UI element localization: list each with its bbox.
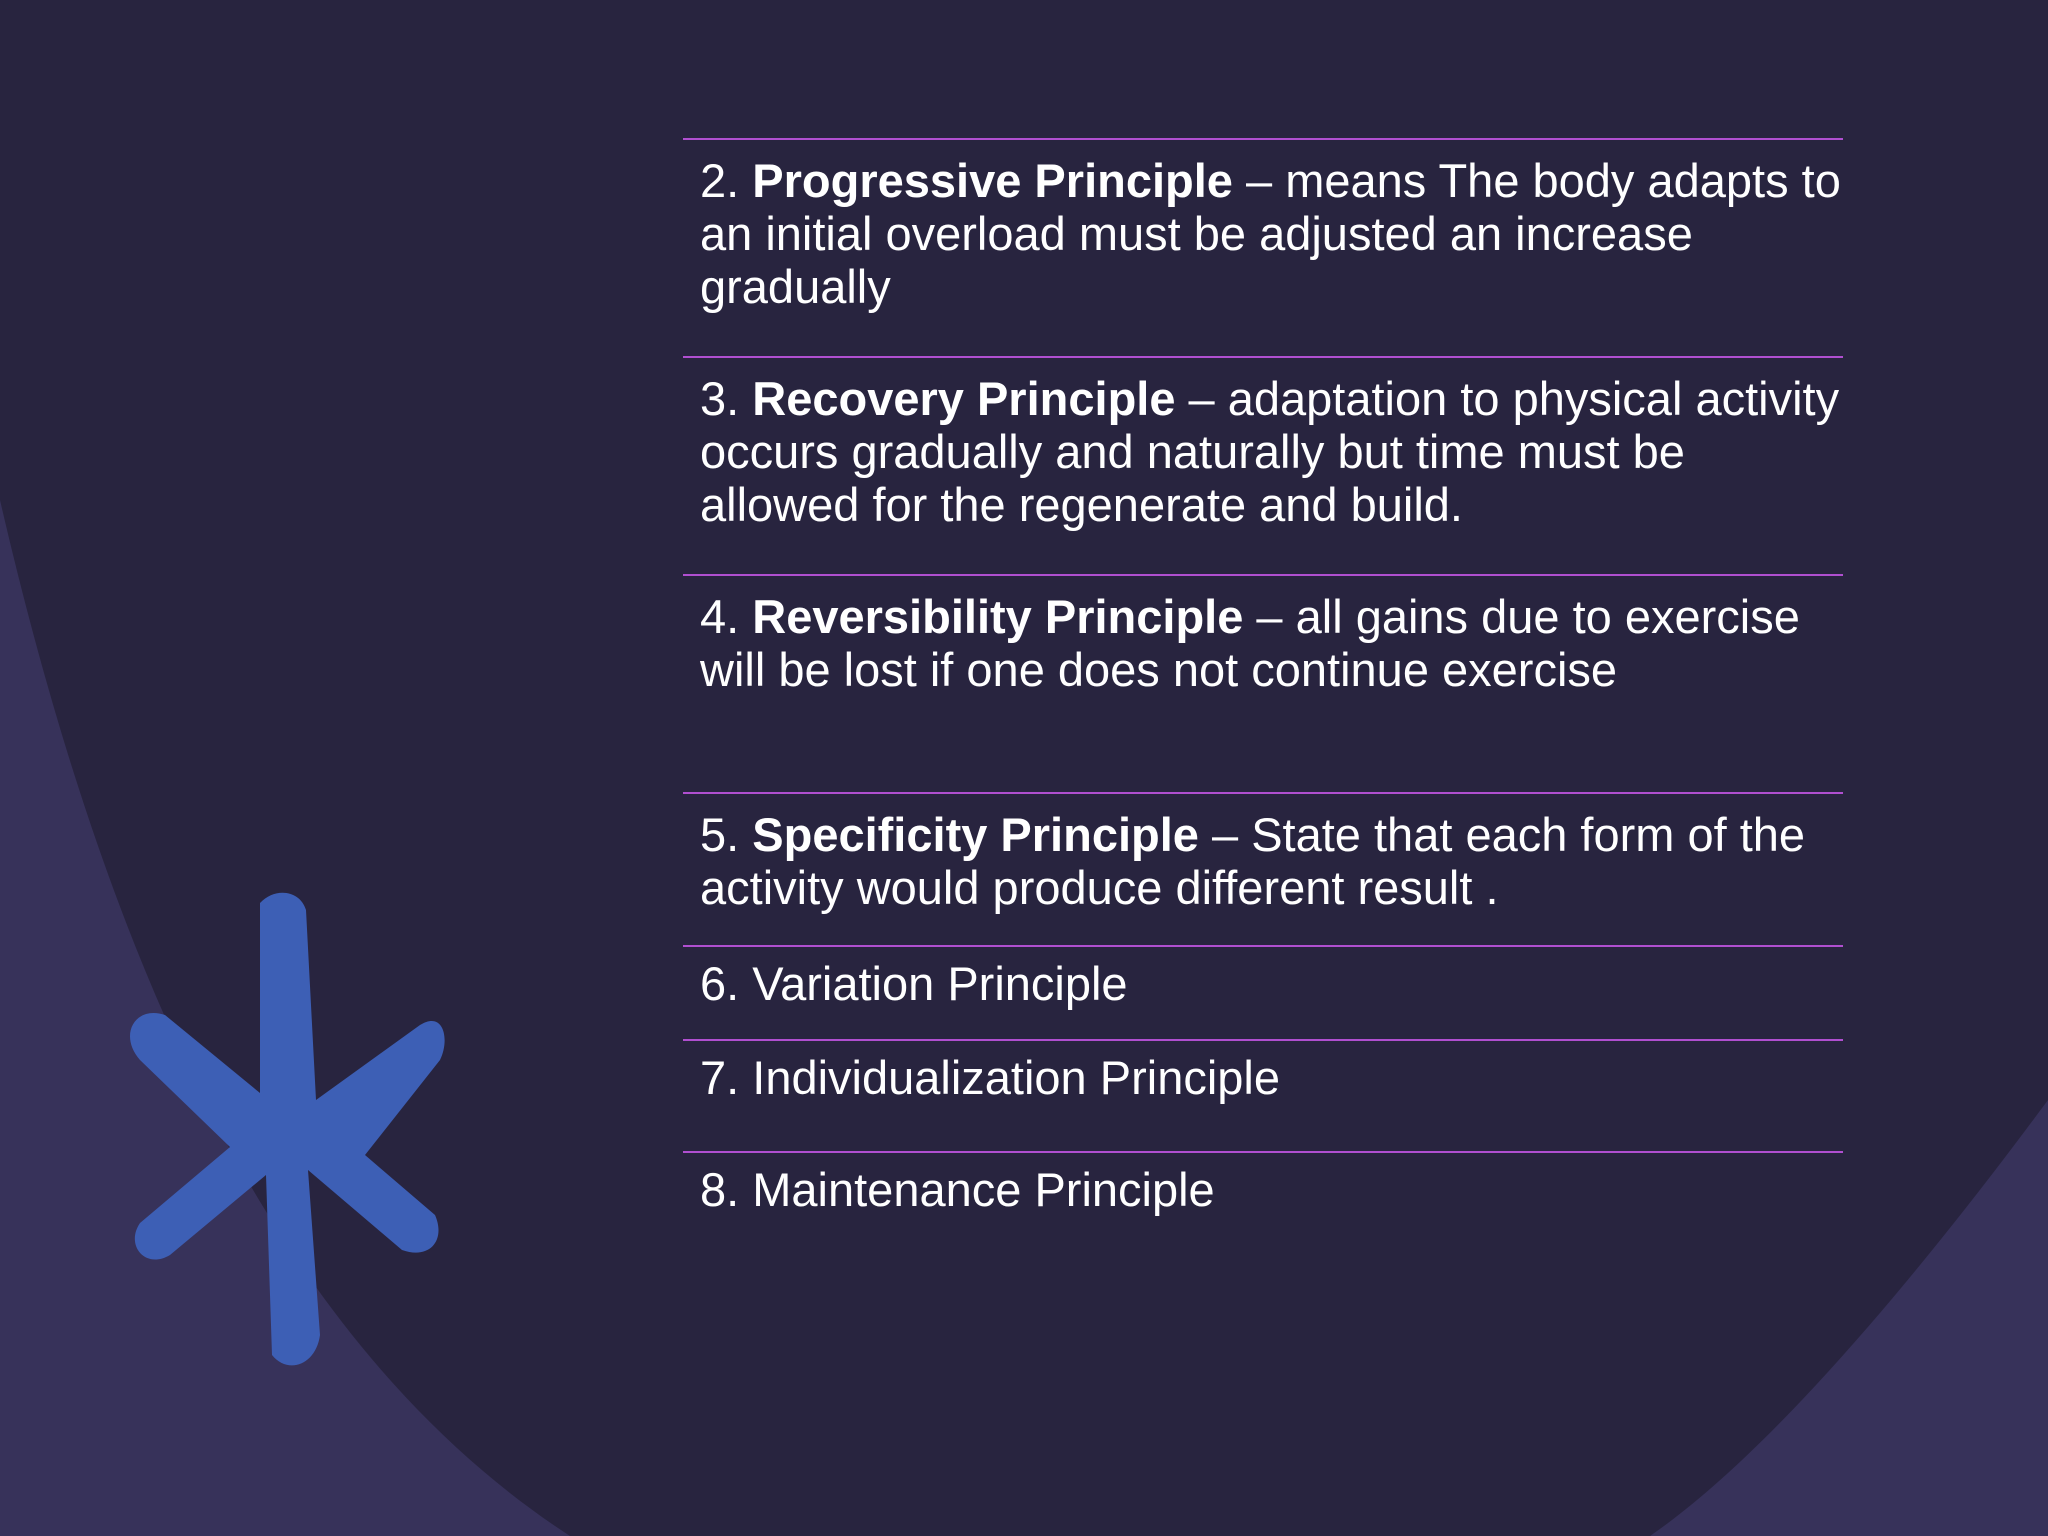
principle-recovery: 3. Recovery Principle – adaptation to physical activity occurs gradually and naturally but time must be allowed for the regenerate and build. — [700, 372, 1840, 531]
principle-specificity: 5. Specificity Principle – State that each form of the activity would produce different result . — [700, 808, 1806, 914]
principle-description: – adaptation to physical activity occurs gradually and naturally but time must be allowed for the regenerate and build. — [700, 372, 1840, 531]
principle-description: – all gains due to exercise will be lost if one does not continue exercise — [700, 590, 1800, 696]
principle-description: – means The body adapts to an initial overload must be adjusted an increase gradually — [700, 154, 1841, 313]
principle-progressive: 2. Progressive Principle – means The body adapts to an initial overload must be adjusted an increase gradually — [700, 154, 1841, 313]
principle-title: Progressive Principle — [752, 154, 1233, 207]
principle-title: Recovery Principle — [752, 372, 1176, 425]
principle-description: – State that each form of the activity would produce different result . — [700, 808, 1806, 914]
principles-list — [683, 138, 1843, 1233]
asterisk-icon — [110, 885, 450, 1375]
principle-reversibility: 4. Reversibility Principle – all gains due to exercise will be lost if one does not continue exercise — [700, 590, 1800, 696]
principle-title: Specificity Principle — [752, 808, 1199, 861]
principle-variation: 6. Variation Principle — [700, 957, 1128, 1010]
principle-maintenance: 8. Maintenance Principle — [700, 1163, 1215, 1216]
principle-title: Reversibility Principle — [752, 590, 1244, 643]
principle-individualization: 7. Individualization Principle — [700, 1051, 1280, 1104]
